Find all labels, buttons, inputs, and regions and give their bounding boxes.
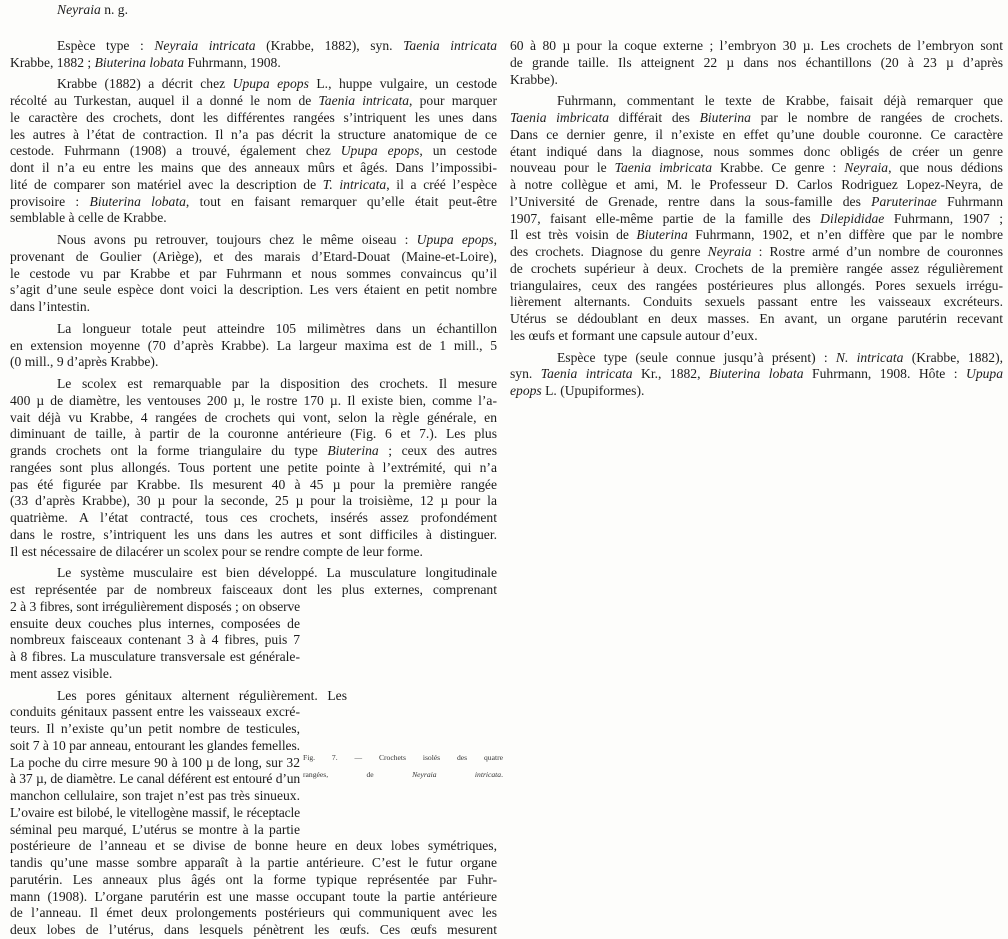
text-line — [510, 72, 1003, 89]
text-run: (Krabbe, 1882), — [903, 349, 1004, 365]
text-run: différait des — [609, 110, 700, 125]
text-run: lièrement alternants. Conduits sexuels passant entre les vaisseaux excréteurs. — [510, 294, 1003, 310]
text-run: est représentée par de nombreux faisceaux dont les plus externes, comprenant — [10, 582, 497, 597]
text-line — [10, 872, 497, 889]
text-run: cestode. Fuhrmann (1908) a trouvé, également chez — [10, 143, 341, 159]
paragraph — [510, 93, 1003, 344]
text-line — [10, 376, 497, 393]
text-line — [10, 855, 497, 872]
text-line — [10, 755, 300, 772]
text-line — [510, 366, 1003, 383]
text-run: à 37 µ, de diamètre. Le canal déférent est entouré d’un — [10, 771, 300, 787]
text-run: nouveau pour le — [510, 160, 615, 176]
text-line — [10, 822, 300, 839]
italic-text: Neyraia — [707, 244, 752, 259]
text-line — [510, 261, 1003, 278]
italic-text: Biuterina lobata — [89, 193, 186, 209]
text-line — [10, 889, 497, 906]
text-run: dans l’intestin. — [10, 299, 91, 314]
text-run: Il est nécessaire de dilacérer un scolex pour se rendre compte de leur forme. — [10, 543, 423, 559]
text-run: Krabbe. Ce genre : — [712, 160, 845, 176]
text-run: manchon cellulaire, son trajet n’est pas très sinueux. — [10, 788, 300, 803]
text-run: étant indiqué dans la diagnose, nous sommes donc obligés de créer un genre — [510, 143, 1003, 159]
italic-text: N. intricata — [835, 349, 904, 365]
text-run: Fig. 7. — Crochets isolés des quatre — [303, 753, 503, 762]
text-run: par le nombre de rangées de crochets. — [750, 110, 1003, 125]
text-run: grands crochets ont la forme triangulaire du type — [10, 443, 328, 458]
text-run: provenant de Goulier (Ariège), et des marais d’Etard-Douat (Maine-et-Loire), — [10, 248, 497, 264]
text-run: . — [501, 769, 503, 779]
text-run: Fuhrmann, 1908. Hôte : — [803, 366, 966, 382]
paragraph — [10, 688, 497, 939]
right-column — [510, 38, 1003, 400]
text-line — [10, 922, 497, 939]
italic-text: Taenia imbricata — [614, 160, 713, 176]
text-run: les autres à l’état de contraction. Il n’a pas décrit la structure anatomique de ce — [10, 126, 497, 142]
italic-text: epops — [510, 383, 542, 398]
text-run: postérieure de l’anneau et se divise de bonne heure en deux lobes symétriques, — [10, 838, 497, 854]
text-run: ensuite deux couches plus internes, composées de — [10, 615, 300, 631]
text-run: Espèce type : — [57, 37, 155, 53]
italic-text: Neyraia — [844, 160, 889, 176]
paragraph — [10, 376, 497, 560]
text-line — [10, 460, 497, 477]
text-line — [10, 510, 497, 527]
text-run: Krabbe). — [510, 71, 558, 87]
text-line — [10, 477, 497, 494]
text-line — [10, 738, 300, 755]
text-run: , — [493, 232, 497, 247]
text-run: Fuhrmann, commentant le texte de Krabbe, faisait déjà remarquer que — [557, 93, 1003, 109]
text-line — [10, 110, 497, 127]
italic-text: Neyraia intricata — [412, 769, 502, 779]
paragraph — [10, 321, 497, 371]
text-line — [510, 211, 1003, 228]
text-line — [10, 194, 497, 211]
text-run: en extension moyenne (70 d’après Krabbe). La largeur maxima est de 1 mill., 5 — [10, 337, 497, 353]
text-line — [10, 544, 497, 561]
text-line — [10, 721, 300, 738]
text-line — [10, 393, 497, 410]
italic-text: Biuterina — [636, 227, 688, 243]
italic-text: Upupa epops — [416, 232, 494, 247]
italic-text: Taenia imbricata — [510, 110, 610, 125]
text-run: deux lobes de l’utérus, dans lesquels pénètrent les œufs. Ces œufs mesurent — [10, 922, 497, 937]
text-run: , un cestode — [419, 143, 497, 159]
text-line — [10, 177, 497, 194]
text-line — [10, 299, 497, 316]
text-line — [510, 177, 1003, 194]
text-run: séminal peu marqué, L’utérus se montre à la partie — [10, 821, 300, 837]
text-run: , il a créé l’espèce — [386, 176, 498, 192]
text-run: Nous avons pu retrouver, toujours chez le même oiseau : — [57, 232, 417, 247]
italic-text: Biuterina — [327, 443, 379, 458]
text-run: , que nous dédions — [888, 160, 1003, 176]
text-run: (Krabbe, 1882), syn. — [255, 37, 404, 53]
text-line — [10, 632, 300, 649]
text-line — [10, 805, 300, 822]
figure-caption — [303, 750, 503, 784]
text-line — [10, 2, 497, 19]
paragraph — [10, 232, 497, 316]
text-run: Dans ce dernier genre, il n’existe en effet qu’une double couronne. Ce caractère — [510, 126, 1003, 142]
text-line — [10, 838, 497, 855]
text-run: rangées, de — [303, 769, 413, 779]
text-line — [10, 266, 497, 283]
text-run: 2 à 3 fibres, sont irrégulièrement disposés ; on observe — [10, 598, 300, 614]
text-line — [510, 383, 1003, 400]
caption-line — [303, 750, 503, 767]
text-line — [10, 76, 497, 93]
text-line — [510, 55, 1003, 72]
text-line — [510, 328, 1003, 345]
text-run: soit 7 à 10 par anneau, entourant les glandes femelles. — [10, 737, 300, 753]
text-line — [10, 616, 300, 633]
text-run: Les pores génitaux alternent régulièrement. Les — [57, 687, 347, 703]
text-line — [10, 599, 300, 616]
text-run: de crochets supérieur à deux. Crochets de la première rangée assez régulièrement — [510, 260, 1003, 276]
text-run: Il est très voisin de — [510, 227, 637, 243]
text-line — [10, 666, 300, 683]
text-run: L’ovaire est bilobé, le vitellogène massif, le réceptacle — [10, 804, 300, 820]
text-line — [10, 688, 347, 705]
text-line — [10, 788, 300, 805]
paragraph — [10, 565, 497, 682]
text-line — [10, 160, 497, 177]
text-run: Krabbe, 1882 ; — [10, 54, 95, 70]
text-run: 60 à 80 µ pour la coque externe ; l’embryon 30 µ. Les crochets de l’embryon sont — [510, 38, 1003, 53]
text-run: lité de comparer son matériel avec la description de — [10, 176, 323, 192]
text-run: teurs. Il n’existe qu’un petit nombre de testicules, — [10, 721, 300, 736]
text-line — [10, 232, 497, 249]
text-line — [510, 127, 1003, 144]
italic-text: Taenia intricata — [318, 93, 410, 108]
text-line — [10, 704, 300, 721]
text-line — [10, 354, 497, 371]
text-run: (0 mill., 9 d’après Krabbe). — [10, 354, 159, 370]
text-line — [10, 321, 497, 338]
text-run: le caractère des crochets, dont les différentes rangées s’intriquent les unes dans — [10, 109, 497, 125]
text-run: le cestode vu par Krabbe et par Fuhrmann et nous sommes convaincus qu’il — [10, 265, 497, 281]
text-run: L., huppe vulgaire, un cestode — [308, 76, 497, 92]
italic-text: Biuterina lobata — [94, 54, 185, 70]
text-run: à 8 fibres. La musculature transversale est générale- — [10, 649, 300, 664]
text-line — [10, 38, 497, 55]
italic-text: Biuterina lobata — [708, 366, 804, 382]
text-run: triangulaires, ceux des rangées postérieures plus allongés. Pores sexuels irrégu- — [510, 277, 1003, 293]
text-run: semblable à celle de Krabbe. — [10, 210, 167, 226]
text-run: les œufs et formant une capsule autour d’eux. — [510, 327, 758, 343]
text-run: mann (1908). L’organe parutérin est une masse occupant toute la partie antérieure — [10, 888, 497, 904]
text-run: provisoire : — [10, 193, 90, 209]
text-line — [10, 93, 497, 110]
text-line — [510, 278, 1003, 295]
text-line — [510, 294, 1003, 311]
text-run: tandis qu’une masse sombre apparaît à la partie antérieure. C’est le futur organe — [10, 855, 497, 870]
text-line — [10, 249, 497, 266]
text-line — [510, 144, 1003, 161]
text-line — [510, 160, 1003, 177]
text-line — [510, 93, 1003, 110]
text-line — [10, 649, 300, 666]
text-run: dans le rostre, s’intriquent les uns dans les autres et sont difficiles à distinguer. — [10, 526, 497, 542]
paragraph — [510, 350, 1003, 400]
text-run: dont il n’a eu entre les mains que des anneaux mûrs et âgés. Dans l’impossibi- — [10, 160, 497, 175]
text-run: quatrième. A l’état contracté, tous ces crochets, insérés assez profondément — [10, 510, 497, 525]
left-column — [10, 2, 497, 939]
text-run: Krabbe (1882) a décrit chez — [57, 76, 233, 92]
text-line — [10, 493, 497, 510]
text-line — [10, 127, 497, 144]
text-run: syn. — [510, 366, 541, 382]
text-line — [510, 110, 1003, 127]
text-run: conduits génitaux passent entre les vaisseaux excré- — [10, 704, 300, 720]
text-line — [10, 771, 300, 788]
text-run: des crochets. Diagnose du genre — [510, 244, 708, 259]
paragraph — [510, 38, 1003, 88]
text-run: ment assez visible. — [10, 665, 113, 681]
text-run: à notre collègue et ami, M. le Professeur D. Carlos Rodriguez Lopez-Neyra, de — [510, 177, 1003, 192]
italic-text: T. intricata — [322, 176, 387, 192]
paragraph — [10, 38, 497, 72]
text-run: vait déjà vu Krabbe, 4 rangées de crochets qui vont, selon la règle générale, en — [10, 409, 497, 425]
text-line — [510, 194, 1003, 211]
text-line — [10, 282, 497, 299]
text-run: L. (Upupiformes). — [541, 383, 645, 398]
italic-text: Upupa — [966, 366, 1004, 382]
text-line — [10, 210, 497, 227]
text-run: Le scolex est remarquable par la disposition des crochets. Il mesure — [57, 376, 497, 391]
text-run: Fuhrmann, 1908. — [184, 54, 281, 70]
italic-text: Neyraia intricata — [154, 37, 256, 53]
text-run: Le système musculaire est bien développé. La musculature longitudinale — [57, 565, 497, 581]
text-line — [10, 527, 497, 544]
italic-text: Taenia intricata — [403, 37, 498, 53]
text-line — [510, 311, 1003, 328]
italic-text: Paruterinae — [871, 193, 937, 209]
text-run: l’Université de Grenade, rentre dans la sous-famille des — [510, 193, 872, 209]
text-run: n. g. — [100, 2, 128, 17]
italic-text: Dilepididae — [820, 210, 885, 226]
text-run: Espèce type (seule connue jusqu’à présent) : — [557, 349, 836, 365]
text-line — [10, 565, 497, 582]
text-run: , tout en faisant remarquer qu’elle était peut-être — [185, 193, 497, 209]
text-run: : Rostre armé d’un nombre de couronnes — [751, 244, 1003, 259]
paragraph — [10, 76, 497, 227]
text-line — [10, 338, 497, 355]
text-line — [10, 143, 497, 160]
text-line — [510, 227, 1003, 244]
text-run: Utérus se dédoublant en deux masses. En avant, un organe parutérin recevant — [510, 311, 1003, 326]
text-run: Fuhrmann, 1902, et n’en diffère que par le nombre — [687, 227, 1003, 243]
italic-text: Upupa epops — [340, 143, 420, 159]
italic-text: Biuterina — [699, 110, 751, 125]
text-run: diminuant de taille, à partir de la couronne antérieure (Fig. 6 et 7.). Les plus — [10, 426, 497, 442]
text-line — [10, 55, 497, 72]
text-run: ; ceux des autres — [378, 443, 497, 458]
text-run: récolté au Turkestan, auquel il a donné le nom de — [10, 93, 319, 108]
text-line — [510, 38, 1003, 55]
section-heading — [10, 2, 497, 19]
text-run: 400 µ de diamètre, les ventouses 200 µ, le rostre 170 µ. Il existe bien, comme l’a- — [10, 392, 497, 408]
text-run: Fuhrmann — [936, 193, 1004, 209]
text-run: Kr., 1882, — [632, 366, 709, 382]
text-line — [10, 905, 497, 922]
text-line — [10, 582, 497, 599]
text-run: nombreux faisceaux contenant 3 à 4 fibres, puis 7 — [10, 632, 300, 648]
text-run: La longueur totale peut atteindre 105 milimètres dans un échantillon — [57, 320, 497, 336]
italic-text: Upupa epops — [232, 76, 309, 92]
italic-text: Neyraia — [57, 2, 101, 17]
text-run: , pour marquer — [409, 93, 497, 108]
text-line — [510, 350, 1003, 367]
text-run: s’agit d’une seule espèce dont voici la description. Les vers étaient en petit nombre — [10, 282, 497, 298]
text-run: 1907, faisant elle-même partie de la famille des — [510, 210, 821, 226]
caption-line — [303, 767, 503, 784]
text-line — [10, 426, 497, 443]
text-run: (33 d’après Krabbe), 30 µ pour la seconde, 25 µ pour la troisième, 12 µ pour la — [10, 493, 497, 509]
text-run: parutérin. Les anneaux plus âgés ont la forme typique représentée par Fuhr- — [10, 871, 497, 887]
italic-text: Taenia intricata — [540, 366, 633, 382]
text-line — [10, 410, 497, 427]
text-run: La poche du cirre mesure 90 à 100 µ de long, sur 32 — [10, 754, 300, 770]
text-run: Fuhrmann, 1907 ; — [884, 210, 1003, 226]
text-run: de l’anneau. Il émet deux prolongements postérieurs qui communiquent avec les — [10, 905, 497, 921]
text-run: de grande taille. Ils atteignent 22 µ dans nos échantillons (20 à 23 µ d’après — [510, 54, 1003, 70]
text-line — [10, 443, 497, 460]
text-run: pas été figurée par Krabbe. Ils mesurent 40 à 45 µ pour la première rangée — [10, 476, 497, 492]
text-run: rangées sont plus allongés. Tous portent une petite pointe à l’extrémité, qui n’a — [10, 459, 497, 475]
text-line — [510, 244, 1003, 261]
